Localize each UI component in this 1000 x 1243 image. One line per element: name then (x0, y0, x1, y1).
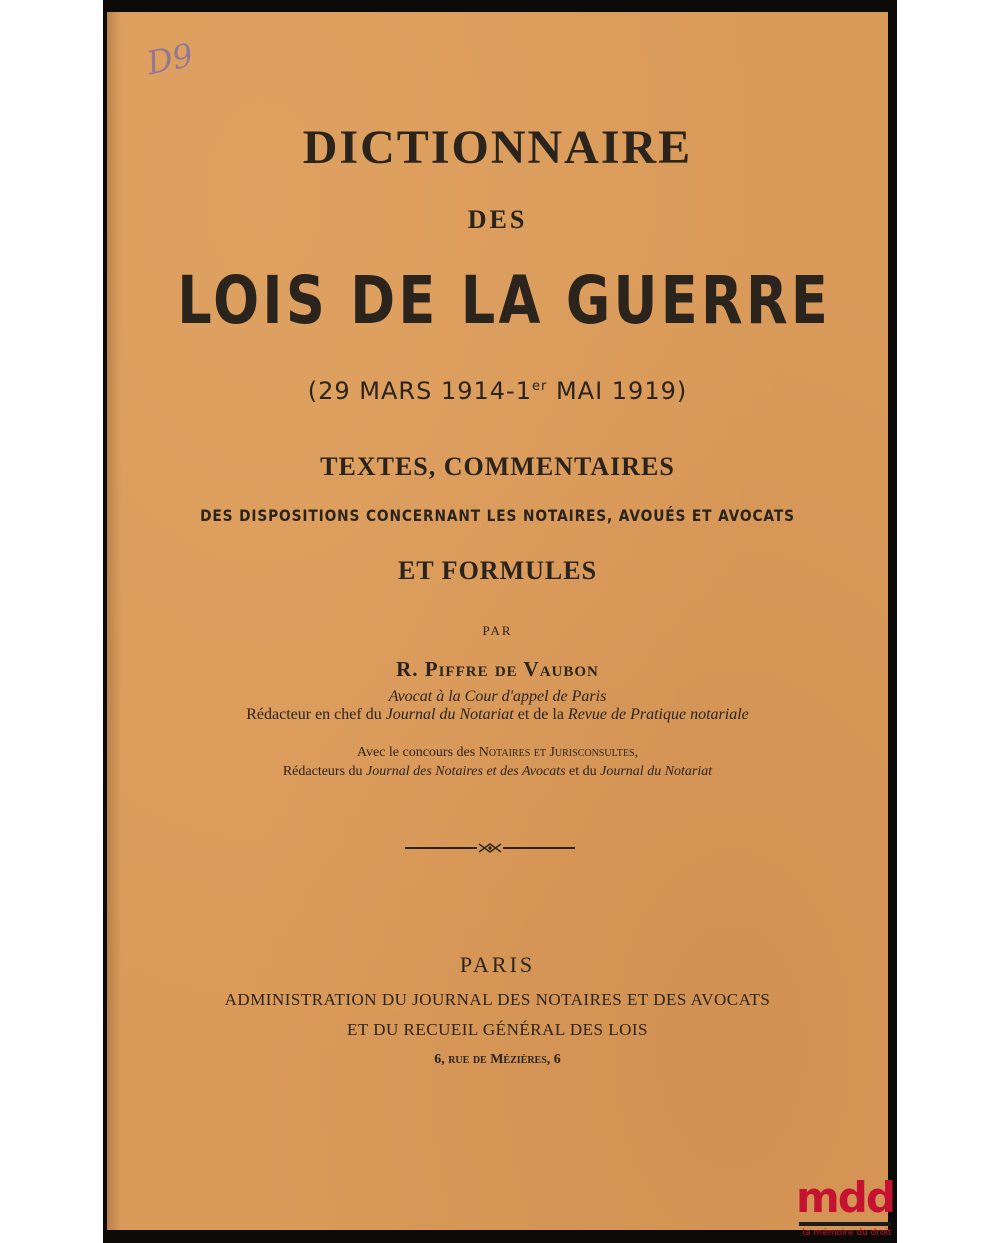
logo-mark: mdd (796, 1173, 894, 1222)
author-affiliation-2 (107, 706, 888, 724)
contributors-2-text-2: et du (565, 764, 601, 779)
title-line-3: LOIS DE LA GUERRE (177, 262, 832, 339)
date-range-end: MAI 1919) (547, 377, 688, 405)
logo-underline (799, 1222, 891, 1226)
address-number-1: 6, (434, 1052, 449, 1067)
book-cover (107, 12, 888, 1230)
mdd-logo (795, 1173, 900, 1243)
cover-spine-shadow (107, 12, 121, 1230)
affiliation-2-text-2: et de la (513, 706, 568, 723)
title-line-2: DES (467, 205, 528, 234)
author-name: R. Piffre de Vaubon (396, 657, 599, 681)
subtitle-line-1: TEXTES, COMMENTAIRES (320, 452, 675, 481)
contributors-2-text-1: Rédacteurs du (282, 764, 367, 779)
by-label: PAR (482, 623, 513, 638)
address-number-2: , 6 (546, 1052, 561, 1067)
contributors-1-group: Notaires et Jurisconsultes, (478, 745, 639, 760)
author-affiliation-1: Avocat à la Cour d'appel de Paris (388, 688, 607, 705)
subtitle-line-2: DES DISPOSITIONS CONCERNANT LES NOTAIRES, AVOUÉS ET AVOCATS (200, 506, 795, 525)
contributors-line-2 (107, 764, 888, 780)
contributors-2-journal-1: Journal des Notaires et des Avocats (366, 764, 566, 779)
affiliation-2-text-1: Rédacteur en chef du (246, 706, 386, 723)
affiliation-2-journal-1: Journal du Notariat (385, 706, 514, 723)
handwritten-shelf-mark: D9 (143, 35, 197, 83)
date-range-start: (29 MARS 1914-1 (307, 377, 532, 405)
publisher-line-1: ADMINISTRATION DU JOURNAL DES NOTAIRES ET DES AVOCATS (224, 990, 771, 1009)
date-range (107, 377, 888, 405)
publisher-address (107, 1052, 888, 1068)
contributors-2-journal-2: Journal du Notariat (600, 764, 713, 779)
subtitle-line-3: ET FORMULES (397, 556, 598, 585)
contributors-line-1 (107, 745, 888, 761)
publisher-line-2: ET DU RECUEIL GÉNÉRAL DES LOIS (347, 1020, 648, 1039)
address-street: rue de Mézières (448, 1052, 547, 1067)
ornament-divider (405, 841, 575, 855)
logo-tagline: la mémoire du droit (802, 1228, 892, 1238)
publication-city: PARIS (459, 952, 536, 977)
title-line-1: DICTIONNAIRE (302, 121, 693, 174)
contributors-1-text: Avec le concours des (356, 745, 479, 760)
date-range-superscript: er (531, 379, 548, 394)
affiliation-2-journal-2: Revue de Pratique notariale (567, 706, 749, 723)
